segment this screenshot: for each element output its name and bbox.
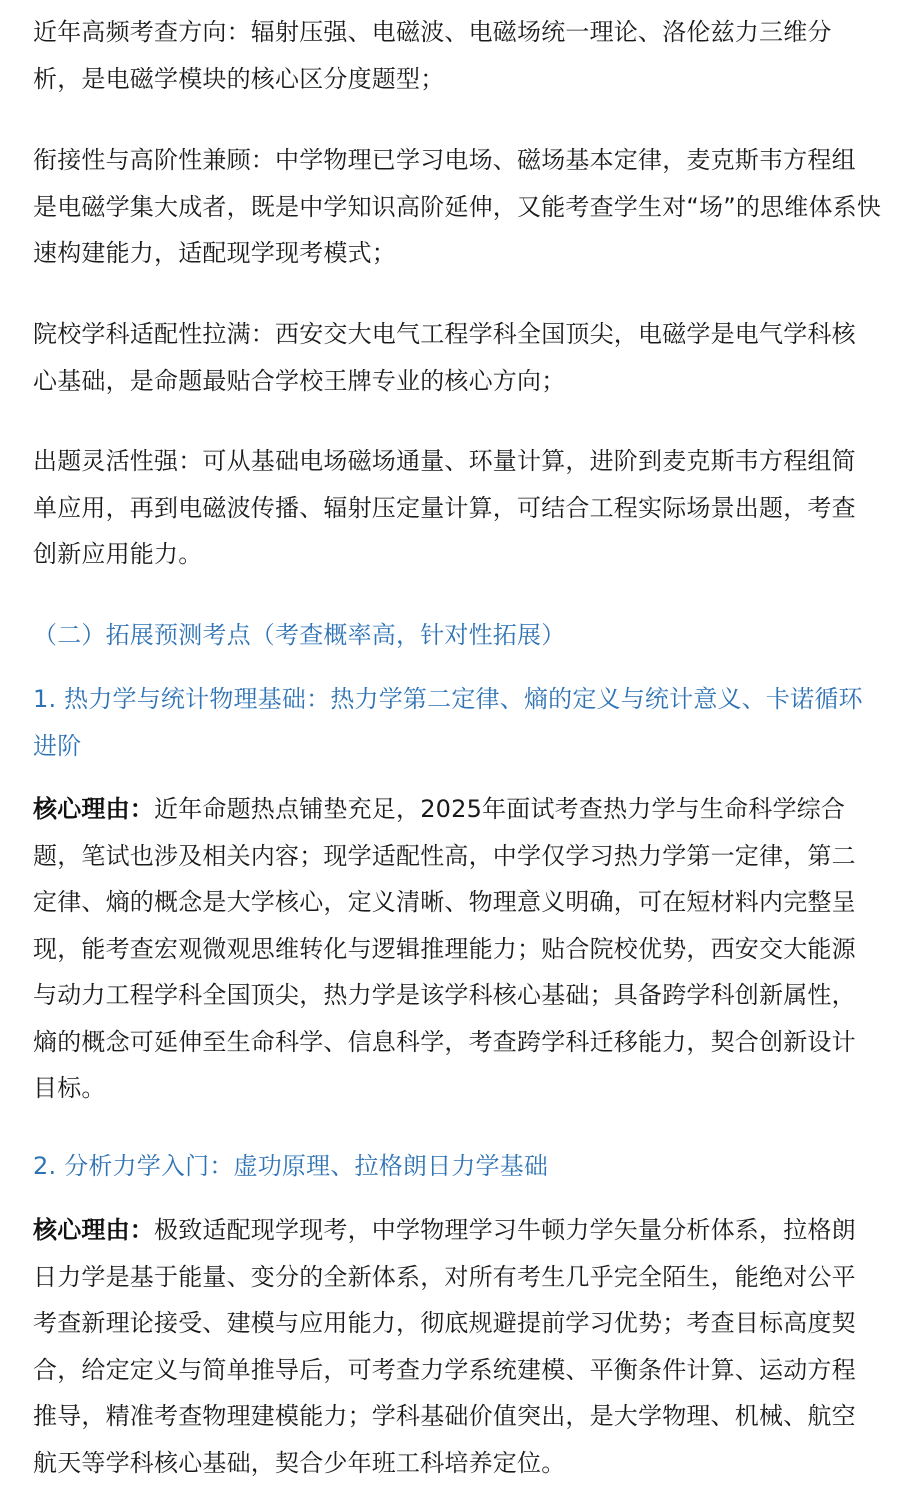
topic1-reason (33, 786, 883, 1112)
text-line: 题，笔试也涉及相关内容；现学适配性高，中学仅学习热力学第一定律，第二 (33, 841, 856, 870)
paragraph-school-fit (33, 311, 883, 404)
text-line: 日力学是基于能量、变分的全新体系，对所有考生几乎完全陌生，能绝对公平 (33, 1262, 856, 1291)
paragraph-bridging (33, 137, 883, 277)
text-line: 与动力工程学科全国顶尖，热力学是该学科核心基础；具备跨学科创新属性， (33, 981, 856, 1009)
topic1-title-line: 进阶 (33, 731, 82, 760)
text-line: 考查新理论接受、建模与应用能力，彻底规避提前学习优势；考查目标高度契 (33, 1309, 856, 1337)
text-line: 院校学科适配性拉满：西安交大电气工程学科全国顶尖，电磁学是电气学科核 (33, 320, 856, 348)
reason-text: 极致适配现学现考，中学物理学习牛顿力学矢量分析体系，拉格朗 (154, 1216, 856, 1244)
paragraph-flexibility (33, 438, 883, 578)
text-line: 熵的概念可延伸至生命科学、信息科学，考查跨学科迁移能力，契合创新设计 (33, 1027, 856, 1056)
text-line: 衔接性与高阶性兼顾：中学物理已学习电场、磁场基本定律，麦克斯韦方程组 (33, 146, 856, 174)
text-line: 定律、熵的概念是大学核心，定义清晰、物理意义明确，可在短材料内完整呈 (33, 888, 856, 916)
reason-label: 核心理由： (33, 795, 154, 823)
reason-text: 近年命题热点铺垫充足，2025年面试考查热力学与生命科学综合 (154, 795, 846, 823)
topic2-title (33, 1143, 883, 1190)
section-heading (33, 612, 883, 659)
text-line: 推导，精准考查物理建模能力；学科基础价值突出，是大学物理、机械、航空 (33, 1402, 856, 1430)
text-line: 合，给定定义与简单推导后，可考查力学系统建模、平衡条件计算、运动方程 (33, 1355, 856, 1384)
text-line: 心基础，是命题最贴合学校王牌专业的核心方向； (33, 366, 566, 395)
text-line (33, 786, 883, 833)
text-line: 出题灵活性强：可从基础电场磁场通量、环量计算，进阶到麦克斯韦方程组简 (33, 447, 856, 475)
section-heading-text: （二）拓展预测考点（考查概率高，针对性拓展） (33, 621, 566, 649)
text-line: 航天等学科核心基础，契合少年班工科培养定位。 (33, 1448, 566, 1477)
reason-label: 核心理由： (33, 1216, 154, 1244)
topic1-title (33, 676, 883, 769)
topic2-reason (33, 1207, 883, 1486)
text-line: 目标。 (33, 1074, 106, 1102)
text-line: 单应用，再到电磁波传播、辐射压定量计算，可结合工程实际场景出题，考查 (33, 493, 856, 522)
text-line: 创新应用能力。 (33, 540, 203, 568)
text-line: 速构建能力，适配现学现考模式； (33, 239, 396, 267)
text-line: 是电磁学集大成者，既是中学知识高阶延伸，又能考查学生对“场”的思维体系快 (33, 192, 882, 221)
paragraph-hot-directions (33, 9, 883, 102)
text-line: 现，能考查宏观微观思维转化与逻辑推理能力；贴合院校优势，西安交大能源 (33, 934, 856, 963)
topic1-title-line: 1. 热力学与统计物理基础：热力学第二定律、熵的定义与统计意义、卡诺循环 (33, 685, 863, 713)
topic2-title-line: 2. 分析力学入门：虚功原理、拉格朗日力学基础 (33, 1152, 549, 1180)
text-line (33, 1207, 883, 1254)
text-line: 近年高频考查方向：辐射压强、电磁波、电磁场统一理论、洛伦兹力三维分 (33, 18, 832, 46)
text-line: 析，是电磁学模块的核心区分度题型； (33, 64, 445, 93)
